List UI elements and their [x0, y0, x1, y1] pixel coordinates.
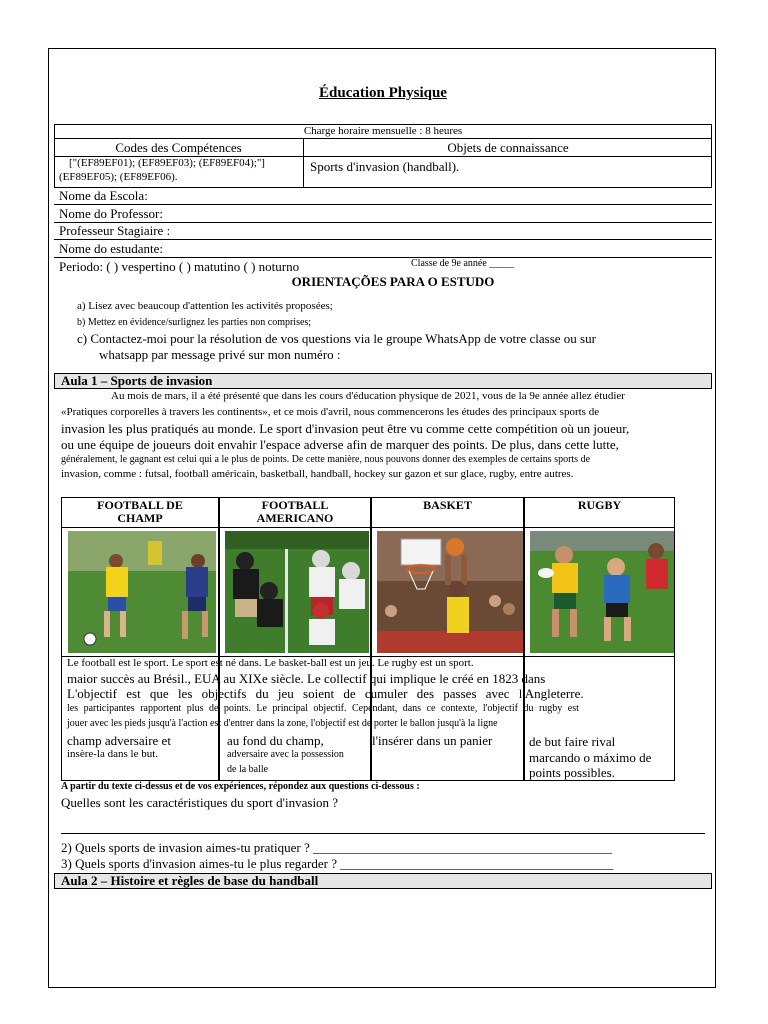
- sport-head-american-l2: AMERICANO: [256, 511, 334, 525]
- overlap-row-4: les participantes rapportent plus de points. Le principal objectif. Cependant, dans ce contexte, l'objectif du rugby est: [67, 703, 579, 714]
- sport-head-basket-l1: BASKET: [423, 498, 472, 512]
- aula1-line-4: ou une équipe de joueurs doit envahir l'espace adverse afin de marquer des points. De plus, dans cette lutte,: [61, 437, 619, 452]
- page-title: Éducation Physique: [319, 85, 447, 101]
- football-photo: [68, 531, 216, 653]
- col2-text-a: au fond du champ,: [227, 733, 324, 748]
- question-3[interactable]: 3) Quels sports d'invasion aimes-tu le plus regarder ? __________________________________________: [61, 856, 614, 871]
- codes-line-1: ["(EF89EF01); (EF89EF03); (EF89EF04);"]: [69, 157, 265, 169]
- american-football-photo: [225, 531, 369, 653]
- document-page: [48, 48, 716, 988]
- question-1: Quelles sont les caractéristiques du sport d'invasion ?: [61, 795, 339, 810]
- sport-head-football-l1: FOOTBALL DE: [97, 498, 183, 512]
- orientation-c-line1: c) Contactez-moi pour la résolution de vos questions via le groupe WhatsApp de votre classe ou sur: [77, 331, 596, 346]
- sport-head-basket: [372, 498, 523, 528]
- sport-head-american: [220, 498, 370, 528]
- col1-text-b: insère-la dans le but.: [67, 748, 159, 760]
- col1-text-a: champ adversaire et: [67, 733, 171, 748]
- codes-line-2: (EF89EF05); (EF89EF06).: [59, 171, 178, 183]
- col-head-codes: Codes des Compétences: [115, 140, 242, 155]
- orientacoes-heading: ORIENTAÇÕES PARA O ESTUDO: [291, 274, 495, 289]
- col3-text-a: l'insérer dans un panier: [372, 733, 493, 748]
- overlap-row-2: maior succès au Brésil., EUA au XIXe siècle. Le collectif qui implique le créé en 1823 dans: [67, 671, 546, 686]
- aula2-heading: Aula 2 – Histoire et règles de base du handball: [54, 873, 712, 889]
- charge-horaire: Charge horaire mensuelle : 8 heures: [54, 124, 712, 139]
- aula1-line-5: généralement, le gagnant est celui qui a le plus de points. De cette manière, nous pouvons donner des exemples de certains sports de: [61, 454, 591, 465]
- field-stagiaire-label: Professeur Stagiaire :: [59, 223, 171, 238]
- aula1-line-6: invasion, comme : futsal, football américain, basketball, handball, hockey sur gazon et sur glace, rugby, entre autres.: [61, 468, 574, 480]
- col2-text-c: de la balle: [227, 764, 269, 775]
- rugby-photo: [530, 531, 674, 653]
- aula1-line-1: Au mois de mars, il a été présenté que dans les cours d'éducation physique de 2021, vous de la 9e année allez étudier: [111, 390, 625, 402]
- col4-text-c: points possibles.: [529, 765, 615, 780]
- col4-text-a: de but faire rival: [529, 734, 616, 749]
- field-escola-line[interactable]: [54, 204, 712, 205]
- orientation-c-line2: whatsapp par message privé sur mon numéro :: [99, 347, 341, 362]
- field-periodo[interactable]: Periodo: ( ) vespertino ( ) matutino ( ) noturno: [59, 259, 300, 274]
- basket-photo: [377, 531, 523, 653]
- col-divider: [525, 656, 674, 657]
- sport-head-rugby-l1: RUGBY: [577, 498, 622, 512]
- sport-head-american-l1: FOOTBALL: [261, 498, 329, 512]
- aula1-line-3: invasion les plus pratiqués au monde. Le sport d'invasion peut être vu comme cette compétition où un joueur,: [61, 421, 630, 436]
- orientation-a: a) Lisez avec beaucoup d'attention les activités proposées;: [77, 300, 333, 312]
- aula1-heading: Aula 1 – Sports de invasion: [54, 373, 712, 389]
- overlap-row-1: Le football est le sport. Le sport est né dans. Le basket-ball est un jeu. Le rugby est un sport.: [67, 657, 474, 669]
- questions-intro: A partir du texte ci-dessus et de vos expériences, répondez aux questions ci-dessous :: [61, 781, 420, 792]
- field-estudante-label: Nome do estudante:: [59, 241, 163, 256]
- overlap-row-3: L'objectif est que les objectifs du jeu soient de cumuler des passes avec l'Angleterre.: [67, 686, 584, 701]
- answer-1-line[interactable]: [61, 833, 705, 834]
- field-stagiaire-line[interactable]: [54, 239, 712, 240]
- col2-text-b: adversaire avec la possession: [227, 749, 344, 760]
- sport-head-football: [62, 498, 218, 528]
- question-2[interactable]: 2) Quels sports de invasion aimes-tu pratiquer ? ______________________________________________: [61, 840, 612, 855]
- field-classe[interactable]: Classe de 9e année _____: [411, 258, 515, 269]
- orientation-b: b) Mettez en évidence/surlignez les parties non comprises;: [77, 317, 312, 328]
- sport-head-football-l2: CHAMP: [117, 511, 163, 525]
- field-professor-label: Nome do Professor:: [59, 206, 163, 221]
- objects-value: Sports d'invasion (handball).: [310, 159, 460, 174]
- field-estudante-line[interactable]: [54, 257, 712, 258]
- overlap-row-5: jouer avec les pieds jusqu'à l'action est d'entrer dans la zone, l'objectif est de porter le ballon jusqu'à la ligne: [67, 718, 498, 729]
- sport-head-rugby: [525, 498, 674, 528]
- col-head-objects: Objets de connaissance: [447, 140, 569, 155]
- aula1-line-2: «Pratiques corporelles à travers les continents», et ce mois d'avril, nous commencerons les études des principaux sports de: [61, 406, 600, 418]
- sports-grid: [61, 497, 675, 781]
- col4-text-b: marcando o máximo de: [529, 750, 652, 765]
- field-escola-label: Nome da Escola:: [59, 188, 148, 203]
